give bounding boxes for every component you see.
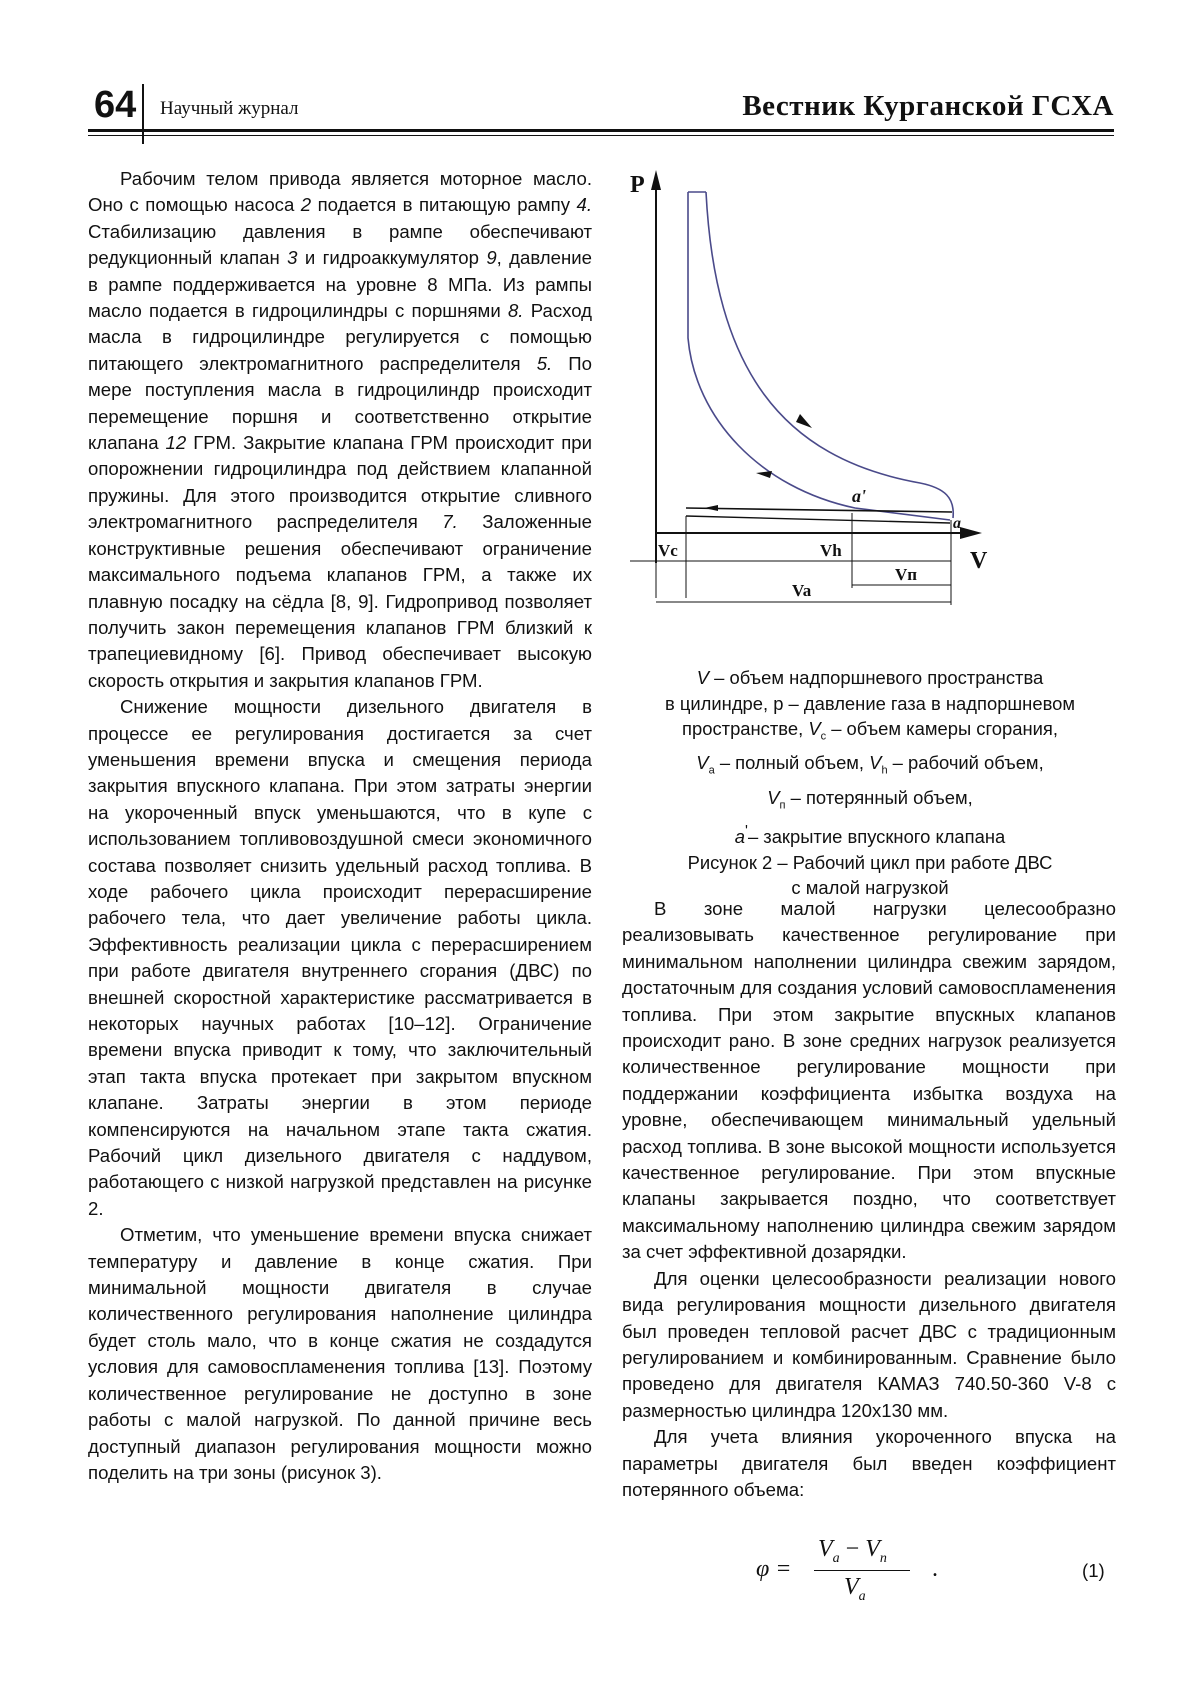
journal-type: Научный журнал — [160, 98, 298, 120]
formula-1: φ = Va − Vп Va . — [756, 1536, 956, 1606]
paragraph: В зоне малой нагрузки целесообразно реализовывать качественное регулирование при минимальном наполнении цилиндра свежим зарядом, достаточным для создания условий самовоспламенения топлива. При этом закрытие впускных клапанов происходит рано. В зоне средних нагрузок реализуется количественное регулирование мощности при поддержании коэффициента избытка воздуха на уровне, обеспечивающем минимальный удельный расход топлива. В зоне высокой мощности используется качественное регулирование. При этом впускные клапаны закрывается поздно, что соответствует максимальному наполнению цилиндра свежим зарядом за счет эффективной дозарядки. — [622, 896, 1116, 1266]
journal-title: Вестник Курганской ГСХА — [742, 90, 1114, 123]
left-column — [88, 166, 592, 1486]
v-axis-label: V — [970, 548, 988, 574]
dim-vn: Vп — [895, 565, 917, 584]
label-a-prime: a' — [852, 486, 866, 506]
p-axis-label: P — [630, 172, 645, 198]
figure-caption: V – объем надпоршневого пространства в цилиндре, р – давление газа в надпоршневом пространстве, Vc – объем камеры сгорания, Va – полный объем, Vh – рабочий объем, Vп – потерянный объем, a'– закрытие впускного клапана Рисунок 2 – Рабочий цикл при работе ДВС с малой нагрузкой — [600, 665, 1140, 901]
pv-diagram — [620, 168, 1120, 658]
dim-vh: Vh — [820, 541, 842, 560]
expansion-arrow — [796, 414, 812, 428]
compression-arrow — [756, 471, 772, 478]
page-number: 64 — [94, 82, 136, 128]
dim-vc: Vc — [658, 541, 678, 560]
expansion-curve — [706, 192, 953, 518]
compression-curve — [688, 192, 950, 520]
paragraph: Рабочим телом привода является моторное масло. Оно с помощью насоса 2 подается в питающую рампу 4. Стабилизацию давления в рампе обеспечивают редукционный клапан 3 и гидроаккумулятор 9, давление в рампе поддерживается на уровне 8 МПа. Из рампы масло подается в гидроцилиндры с поршнями 8. Расход масла в гидроцилиндре регулируется с помощью питающего электромагнитного распределителя 5. По мере поступления масла в гидроцилиндр происходит перемещение поршня и соответственно открытие клапана 12 ГРМ. Закрытие клапана ГРМ происходит при опорожнении гидроцилиндра под действием клапанной пружины. Для этого производится открытие сливного электромагнитного распределителя 7. Заложенные конструктивные решения обеспечивают ограничение максимального подъема клапанов ГРМ, а также их плавную посадку на сёдла [8, 9]. Гидропривод позволяет получить закон перемещения клапанов ГРМ близкий к трапециевидному [6]. Привод обеспечивает высокую скорость открытия и закрытия клапанов ГРМ. — [88, 166, 592, 694]
header-rule-thin — [88, 135, 1114, 136]
paragraph: Снижение мощности дизельного двигателя в процессе ее регулирования достигается за счет уменьшения времени впуска и смещения периода закрытия впускного клапана. При этом затраты энергии на укороченный впуск уменьшаются, что в купе с использованием топливовоздушной смеси экономичного состава позволяет снизить удельный расход топлива. В ходе рабочего цикла происходит перерасширение рабочего тела, что дает увеличение работы цикла. Эффективность реализации цикла с перерасширением при работе двигателя внутреннего сгорания (ДВС) по внешней скоростной характеристике рассматривается в некоторых научных работах [10–12]. Ограничение времени впуска приводит к тому, что заключительный этап такта впуска протекает при закрытом впускном клапане. Затраты энергии в этом периоде компенсируются на начальном этапе такта сжатия. Рабочий цикл дизельного двигателя с наддувом, работающего с низкой нагрузкой представлен на рисунке 2. — [88, 694, 592, 1222]
paragraph: Для оценки целесообразности реализации нового вида регулирования мощности дизельного двигателя был проведен тепловой расчет ДВС с традиционным регулированием и комбинированным. Сравнение было проведено для двигателя КАМАЗ 740.50-360 V-8 с размерностью цилиндра 120х130 мм. — [622, 1266, 1116, 1424]
exhaust-line — [686, 508, 952, 512]
intake-line — [686, 516, 950, 523]
figure-title: Рисунок 2 – Рабочий цикл при работе ДВС — [600, 850, 1140, 876]
label-a: a — [953, 515, 961, 532]
paragraph: Отметим, что уменьшение времени впуска снижает температуру и давление в конце сжатия. При минимальной мощности двигателя в случае количественного регулирования наполнение цилиндра будет столь мало, что в конце сжатия не создадутся условия для самовоспламенения топлива [13]. Поэтому количественное регулирование не доступно в зоне работы с малой нагрузкой. По данной причине весь доступный диапазон регулирования мощности можно поделить на три зоны (рисунок 3). — [88, 1222, 592, 1486]
formula-numerator: Va − Vп — [818, 1536, 887, 1567]
exhaust-arrow — [704, 505, 718, 511]
right-column — [622, 896, 1116, 1503]
fraction-bar — [814, 1570, 910, 1571]
formula-denominator: Va — [844, 1574, 866, 1605]
equation-number: (1) — [1082, 1560, 1105, 1582]
header-rule — [88, 129, 1114, 132]
v-axis-arrow — [960, 527, 982, 539]
formula-lhs: φ = — [756, 1556, 791, 1583]
p-axis-arrow — [651, 170, 661, 190]
paragraph: Для учета влияния укороченного впуска на параметры двигателя был введен коэффициент потерянного объема: — [622, 1424, 1116, 1503]
dim-va: Va — [792, 581, 812, 600]
